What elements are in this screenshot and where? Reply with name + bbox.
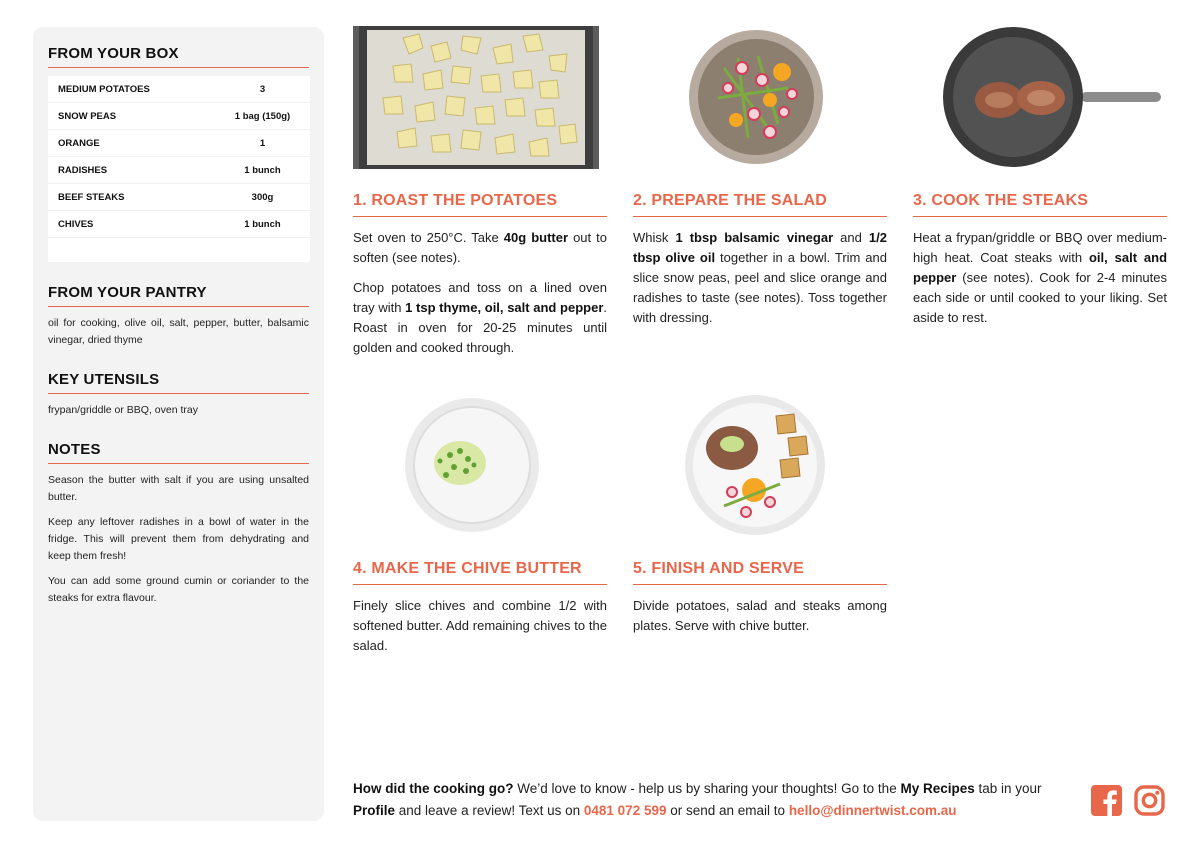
table-row bbox=[48, 184, 310, 211]
pantry-text: oil for cooking, olive oil, salt, pepper, butter, balsamic vinegar, dried thyme bbox=[48, 317, 309, 346]
utensils-heading: KEY UTENSILS bbox=[48, 371, 309, 394]
salad-bowl-photo bbox=[688, 28, 824, 166]
step-1-title: 1. ROAST THE POTATOES bbox=[353, 192, 607, 217]
step-5-title: 5. FINISH AND SERVE bbox=[633, 560, 887, 585]
ingredient-qty: 1 bunch bbox=[215, 211, 310, 238]
ingredient-name: ORANGE bbox=[48, 130, 215, 157]
step-4-paragraph: Finely slice chives and combine 1/2 with softened butter. Add remaining chives to the salad. bbox=[353, 598, 607, 653]
step-1-paragraph: Chop potatoes and toss on a lined oven tray with 1 tsp thyme, oil, salt and pepper. Roast in oven for 20-25 minutes until golden and cooked through. bbox=[353, 280, 607, 355]
step-3-title: 3. COOK THE STEAKS bbox=[913, 192, 1167, 217]
table-row-empty bbox=[48, 238, 310, 263]
ingredient-name: SNOW PEAS bbox=[48, 103, 215, 130]
step-2-body bbox=[633, 228, 887, 338]
step-1-body bbox=[353, 228, 607, 368]
pantry-heading: FROM YOUR PANTRY bbox=[48, 284, 309, 307]
roast-potatoes-photo bbox=[353, 26, 599, 169]
email-link[interactable]: hello@dinnertwist.com.au bbox=[788, 803, 957, 818]
note-paragraph: You can add some ground cumin or coriander to the steaks for extra flavour. bbox=[48, 575, 309, 604]
note-paragraph: Keep any leftover radishes in a bowl of water in the fridge. This will prevent them from dehydrating and keep them fresh! bbox=[48, 516, 309, 562]
table-row bbox=[48, 130, 310, 157]
notes-heading: NOTES bbox=[48, 441, 309, 464]
ingredient-name: MEDIUM POTATOES bbox=[48, 76, 215, 103]
step-2-title: 2. PREPARE THE SALAD bbox=[633, 192, 887, 217]
phone-link[interactable]: 0481 072 599 bbox=[583, 803, 667, 818]
facebook-icon[interactable] bbox=[1091, 785, 1122, 816]
table-row bbox=[48, 103, 310, 130]
plated-meal-photo bbox=[684, 394, 827, 536]
step-3-paragraph: Heat a frypan/griddle or BBQ over medium-high heat. Coat steaks with oil, salt and pepper (see notes). Cook for 2-4 minutes each side or until cooked to your liking. Set aside to rest. bbox=[913, 230, 1168, 325]
ingredients-table bbox=[48, 76, 310, 262]
ingredient-qty: 1 bag (150g) bbox=[215, 103, 310, 130]
footer-question: How did the cooking go? bbox=[353, 781, 514, 796]
step-2-paragraph: Whisk 1 tbsp balsamic vinegar and 1/2 tbsp olive oil together in a bowl. Trim and slice snow peas, peel and slice orange and radishes to taste (see notes). Toss together with dressing. bbox=[633, 230, 887, 325]
ingredients-sidebar bbox=[33, 27, 324, 821]
step-5-body bbox=[633, 596, 887, 646]
ingredient-name: BEEF STEAKS bbox=[48, 184, 215, 211]
step-4-title: 4. MAKE THE CHIVE BUTTER bbox=[353, 560, 607, 585]
ingredient-name: RADISHES bbox=[48, 157, 215, 184]
my-recipes-link[interactable]: My Recipes bbox=[900, 781, 975, 796]
step-4-body bbox=[353, 596, 607, 666]
table-row bbox=[48, 211, 310, 238]
ingredient-name: CHIVES bbox=[48, 211, 215, 238]
utensils-text: frypan/griddle or BBQ, oven tray bbox=[48, 404, 198, 416]
ingredient-qty: 3 bbox=[215, 76, 310, 103]
profile-link[interactable]: Profile bbox=[353, 803, 396, 818]
instagram-icon[interactable] bbox=[1134, 785, 1165, 816]
ingredient-qty: 1 bunch bbox=[215, 157, 310, 184]
step-1-paragraph: Set oven to 250°C. Take 40g butter out to soften (see notes). bbox=[353, 230, 608, 265]
frypan-steaks-photo bbox=[941, 26, 1161, 169]
table-row bbox=[48, 157, 310, 184]
ingredient-qty: 300g bbox=[215, 184, 310, 211]
step-3-body bbox=[913, 228, 1167, 338]
ingredient-qty: 1 bbox=[215, 130, 310, 157]
feedback-footer: How did the cooking go? We’d love to know - help us by sharing your thoughts! Go to the My Recipes tab in your Profile and leave a review! Text us on 0481 072 599 or send an email to hello@dinnertwist.com.au bbox=[353, 781, 1042, 818]
chive-butter-photo bbox=[404, 397, 541, 533]
table-row bbox=[48, 76, 310, 103]
from-box-heading: FROM YOUR BOX bbox=[48, 45, 309, 68]
note-paragraph: Season the butter with salt if you are using unsalted butter. bbox=[48, 474, 309, 503]
step-5-paragraph: Divide potatoes, salad and steaks among plates. Serve with chive butter. bbox=[633, 598, 887, 633]
